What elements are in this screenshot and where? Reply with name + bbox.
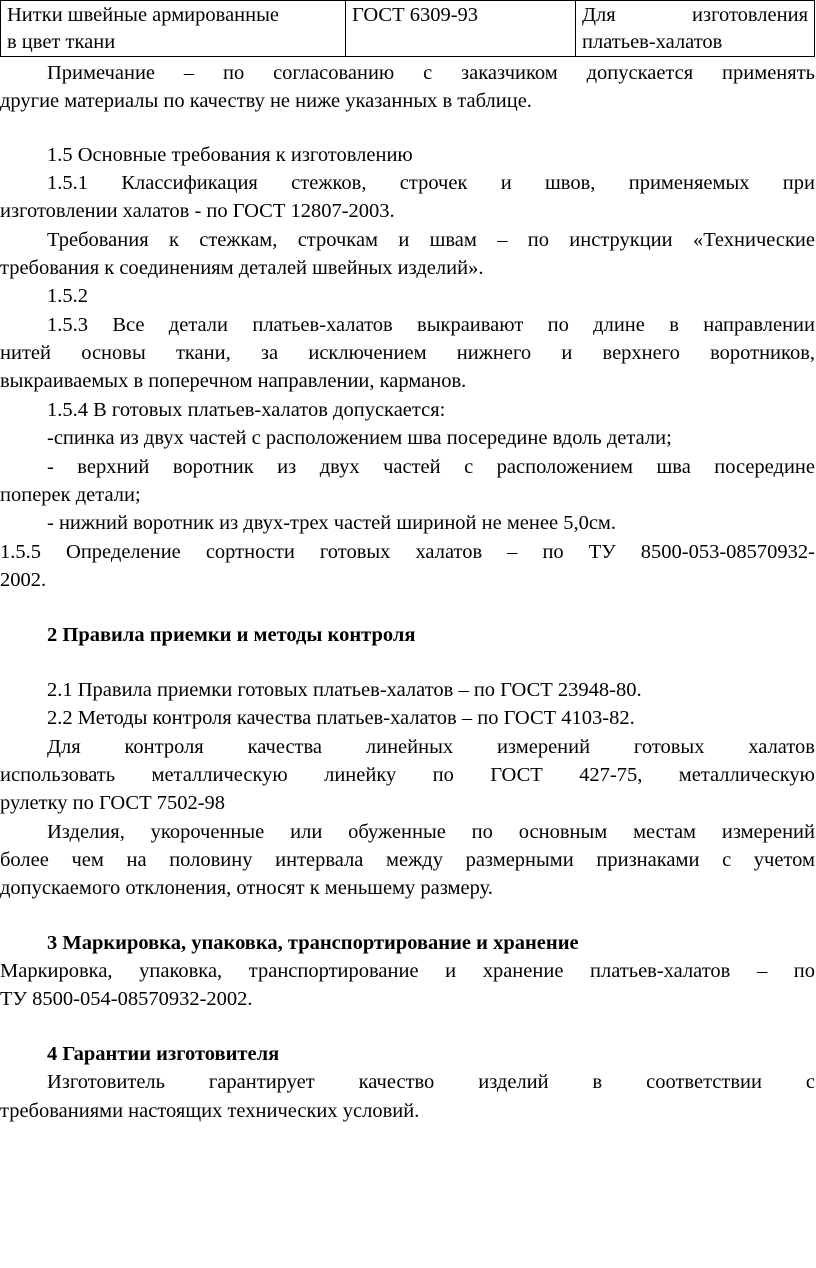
paragraph-line: - верхний воротник из двух частей с расположением шва посередине xyxy=(47,456,815,478)
paragraph-line: - нижний воротник из двух-трех частей шириной не менее 5,0см. xyxy=(47,512,617,534)
materials-table xyxy=(0,0,815,57)
paragraph-line: поперек детали; xyxy=(0,484,141,506)
paragraph-line: 2.2 Методы контроля качества платьев-халатов – по ГОСТ 4103-82. xyxy=(47,707,635,729)
paragraph-line: ТУ 8500-054-08570932-2002. xyxy=(0,988,253,1010)
cell-line: в цвет ткани xyxy=(7,31,116,53)
paragraph-line: 2002. xyxy=(0,569,47,591)
paragraph-line: 2.1 Правила приемки готовых платьев-халатов – по ГОСТ 23948-80. xyxy=(47,679,642,701)
paragraph-line: 1.5.2 xyxy=(47,285,88,307)
paragraph-line: нитей основы ткани, за исключением нижнего и верхнего воротников, xyxy=(0,342,815,364)
paragraph-line: 1.5.4 В готовых платьев-халатов допускается: xyxy=(47,399,446,421)
table-cell-material xyxy=(1,1,346,57)
cell-line: платьев-халатов xyxy=(582,31,723,53)
section-heading: 3 Маркировка, упаковка, транспортирование и хранение xyxy=(47,932,579,954)
paragraph-line: 1.5 Основные требования к изготовлению xyxy=(47,144,413,166)
paragraph-line: допускаемого отклонения, относят к меньшему размеру. xyxy=(0,877,493,899)
paragraph-line: выкраиваемых в поперечном направлении, карманов. xyxy=(0,370,467,392)
cell-text: ГОСТ 6309-93 xyxy=(352,4,479,26)
paragraph-line: 1.5.5 Определение сортности готовых халатов – по ТУ 8500-053-08570932- xyxy=(0,541,815,563)
paragraph-line: Изделия, укороченные или обуженные по основным местам измерений xyxy=(47,821,815,843)
paragraph-line: Для контроля качества линейных измерений готовых халатов xyxy=(47,736,815,758)
table-cell-standard xyxy=(346,1,576,57)
paragraph-line: Маркировка, упаковка, транспортирование и хранение платьев-халатов – по xyxy=(0,960,815,982)
cell-line: Нитки швейные армированные xyxy=(7,4,279,26)
paragraph-line: использовать металлическую линейку по ГОСТ 427-75, металлическую xyxy=(0,764,815,786)
paragraph-line: требования к соединениям деталей швейных изделий». xyxy=(0,257,484,279)
paragraph-line: 1.5.1 Классификация стежков, строчек и швов, применяемых при xyxy=(47,172,815,194)
table-cell-purpose xyxy=(576,1,815,57)
table-row xyxy=(1,1,815,57)
paragraph-line: другие материалы по качеству не ниже указанных в таблице. xyxy=(0,90,532,112)
cell-line: Для изготовления xyxy=(582,4,808,26)
paragraph-line: Изготовитель гарантирует качество изделий в соответствии с xyxy=(47,1071,815,1093)
paragraph-line: -спинка из двух частей с расположением шва посередине вдоль детали; xyxy=(47,427,672,449)
paragraph-line: требованиями настоящих технических условий. xyxy=(0,1100,420,1122)
paragraph-line: более чем на половину интервала между размерными признаками с учетом xyxy=(0,849,815,871)
paragraph-line: Требования к стежкам, строчкам и швам – по инструкции «Технические xyxy=(47,229,815,251)
section-heading: 4 Гарантии изготовителя xyxy=(47,1043,280,1065)
paragraph-line: изготовлении халатов - по ГОСТ 12807-2003. xyxy=(0,200,395,222)
paragraph-line: 1.5.3 Все детали платьев-халатов выкраивают по длине в направлении xyxy=(47,314,815,336)
paragraph-line: Примечание – по согласованию с заказчиком допускается применять xyxy=(47,62,815,84)
paragraph-line: рулетку по ГОСТ 7502-98 xyxy=(0,792,226,814)
section-heading: 2 Правила приемки и методы контроля xyxy=(47,624,416,646)
